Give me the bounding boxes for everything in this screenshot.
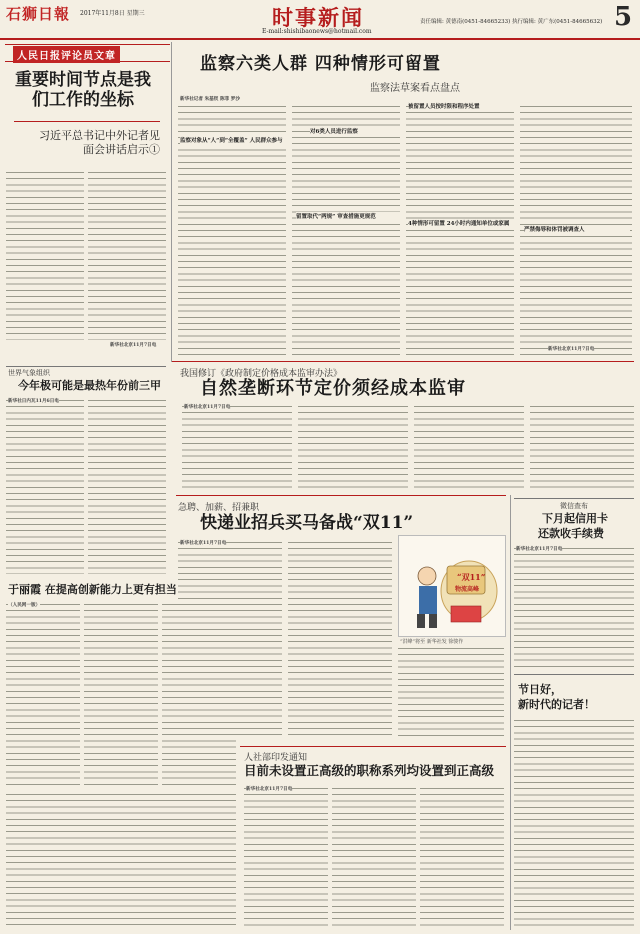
world-label: 世界气象组织 xyxy=(8,369,50,377)
lead-body-col2 xyxy=(88,170,166,340)
price-col4 xyxy=(530,404,634,492)
reporter-headline-2: 新时代的记者！ xyxy=(518,698,595,711)
express-headline: 快递业招兵买马备战“双11” xyxy=(200,513,414,533)
date-line: 2017年11月8日 星期三 xyxy=(80,10,145,17)
world-rule xyxy=(6,366,166,367)
lead-dateline: 新华社北京11月7日电 xyxy=(110,343,157,348)
column-separator xyxy=(171,42,172,362)
title-rule xyxy=(240,746,506,747)
right-separator xyxy=(510,495,511,930)
supervision-col2 xyxy=(292,104,400,356)
world-col1 xyxy=(6,398,84,574)
headline-divider xyxy=(14,121,160,122)
price-col3 xyxy=(414,404,524,492)
wechat-body xyxy=(514,546,634,670)
wechat-label: 微信查布 xyxy=(560,502,588,510)
world-dateline: 新华社日内瓦11月6日电 xyxy=(8,399,59,404)
page-number: 5 xyxy=(614,2,633,32)
lead-body-col1 xyxy=(6,170,84,340)
world-headline: 今年极可能是最热年份前三甲 xyxy=(18,379,161,392)
supervision-dateline: 新华社北京11月7日电 xyxy=(548,347,595,352)
express-rule xyxy=(176,495,506,496)
column-banner: 人民日报评论员文章 xyxy=(13,46,120,63)
wechat-headline-2: 还款收手续费 xyxy=(538,527,604,540)
supervision-subhead: 监察法草案看点盘点 xyxy=(370,83,460,94)
section-title: 时事新闻 xyxy=(272,5,364,30)
price-col2 xyxy=(298,404,408,492)
title-col2 xyxy=(332,786,416,928)
supervision-subhead-5: 4种情形可留置 24小时内通知单位或家属 xyxy=(408,219,514,227)
yulimei-headline: 于丽霞 在提高创新能力上更有担当 xyxy=(8,583,177,596)
supervision-subhead-4: 被留置人员按时限和程序处置 xyxy=(408,102,514,110)
price-headline: 自然垄断环节定价须经成本监审 xyxy=(200,378,466,399)
section-rule xyxy=(172,361,634,362)
editors-line: 责任编辑: 黄德南(0451-84665233) 执行编辑: 黄广东(0451-84665632) xyxy=(420,19,603,25)
title-headline: 目前未设置正高级的职称系列均设置到正高级 xyxy=(244,763,495,778)
title-col3 xyxy=(420,786,504,928)
express-col2 xyxy=(288,540,392,740)
world-col2 xyxy=(88,398,166,574)
supervision-byline: 新华社记者 朱基钗 陈菲 罗沙 xyxy=(180,97,240,102)
supervision-subhead-2: 对6类人员进行监察 xyxy=(310,127,400,135)
express-col3 xyxy=(398,646,504,740)
express-kicker: 急聘、加薪、招兼职 xyxy=(178,503,260,513)
yulimei-col2 xyxy=(84,602,158,788)
supervision-subhead-1: 监察对象从“人”到“全覆盖” 人民群众参与 xyxy=(180,136,286,144)
reporter-headline-1: 节日好， xyxy=(518,683,562,696)
reporter-body xyxy=(514,718,634,928)
illustration-credit: “洪峰”将至 新华社发 徐骏作 xyxy=(400,639,464,645)
lead-headline: 重要时间节点是我们工作的坐标 xyxy=(15,70,151,111)
illustration-caption-2: 物流高峰 xyxy=(455,586,480,593)
title-col1 xyxy=(244,786,328,928)
supervision-headline: 监察六类人群 四种情形可留置 xyxy=(200,54,441,74)
express-illustration xyxy=(398,535,506,637)
supervision-subhead-3: 留置取代“两规” 审查措施更规范 xyxy=(296,212,400,220)
yulimei-continued xyxy=(6,792,236,928)
paper-name: 石狮日報 xyxy=(6,5,71,23)
courier-cartoon-icon xyxy=(399,536,505,636)
price-col1 xyxy=(182,404,292,492)
reporter-rule xyxy=(514,674,634,675)
illustration-caption-1: “双11” xyxy=(457,572,486,582)
express-dateline: 新华社北京11月7日电 xyxy=(180,541,227,546)
price-dateline: 新华社北京11月7日电 xyxy=(184,405,231,410)
title-kicker: 人社部印发通知 xyxy=(244,753,308,763)
lead-subhead: 习近平总书记中外记者见面会讲话启示① xyxy=(39,129,160,157)
yulimei-col1 xyxy=(6,602,80,788)
supervision-col3 xyxy=(406,104,514,356)
email-line: E-mail:shishibaonews@hotmail.com xyxy=(262,28,372,35)
express-col1 xyxy=(178,540,282,740)
price-kicker: 我国修订《政府制定价格成本监审办法》 xyxy=(180,369,343,379)
wechat-headline-1: 下月起信用卡 xyxy=(542,512,608,525)
supervision-subhead-6: 严禁侮辱和体罚被调查人 xyxy=(524,225,630,233)
wechat-dateline: 新华社北京11月7日电 xyxy=(516,547,563,552)
yulimei-dateline: （人民网一版） xyxy=(8,603,41,608)
wechat-rule xyxy=(514,498,634,499)
title-dateline: 新华社北京11月7日电 xyxy=(246,787,293,792)
